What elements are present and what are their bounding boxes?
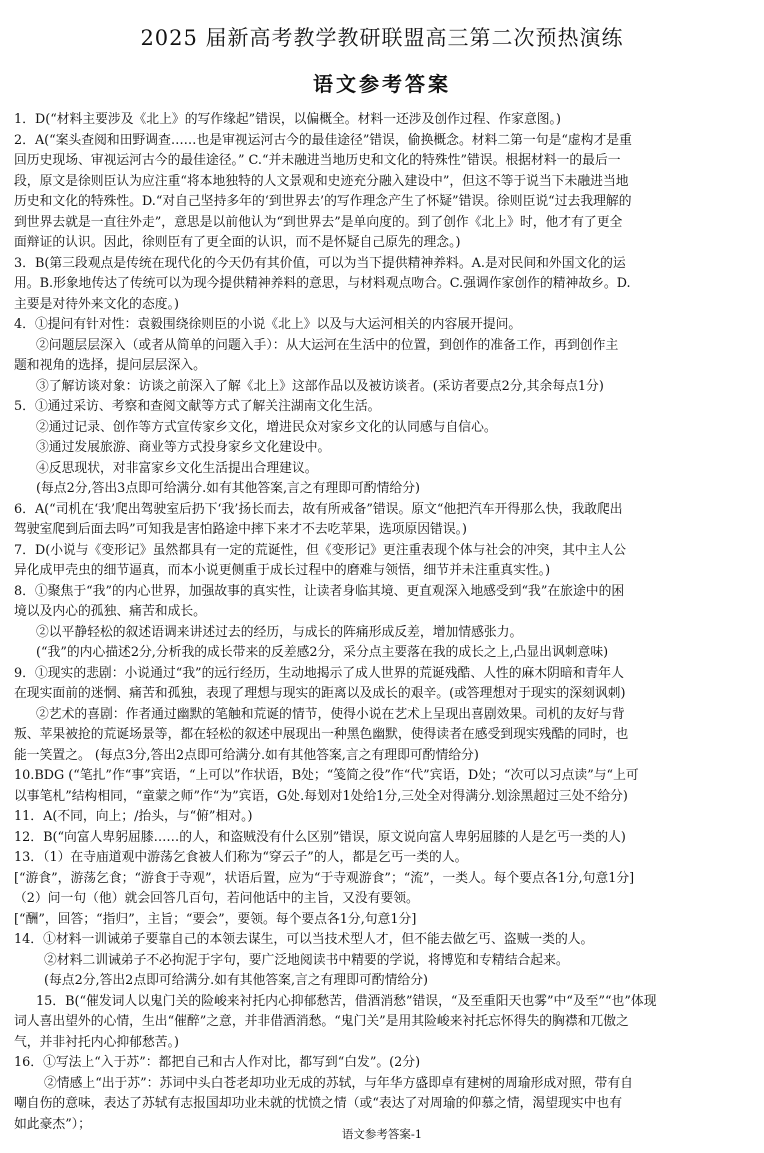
answer-line: 11．A(不同，向上；/抬头，与“俯”相对。): [14, 809, 253, 824]
answer-line: 回历史现场、审视运河古今的最佳途径。” C.“并未融进当地历史和文化的特殊性”错误。根据材料一的最后一: [14, 153, 621, 168]
answer-line: 6．A(“司机在‘我’爬出驾驶室后扔下‘我’扬长而去，故有所戒备”错误。原文“他把汽车开得那么快，我敢爬出: [14, 501, 623, 517]
answer-line: ②材料二训诫弟子不必拘泥于字句，要广泛地阅读书中精要的学说，将博览和专精结合起来。: [44, 952, 569, 968]
answer-line: 10.BDG (“笔扎”作“事”宾语，“上可以”作状语，B处；“笺简之役”作“代”宾语，D处；“次可以习点读”与“上可: [14, 768, 639, 783]
answer-line: 叛、苹果被抢的荒诞场景等，都在轻松的叙述中展现出一种黑色幽默，使得读者在感受到现实残酷的同时，也: [14, 727, 629, 742]
answer-line: 如此豪杰”）；: [14, 1116, 91, 1132]
answer-line: ④反思现状，对非富家乡文化生活提出合理建议。: [36, 460, 318, 476]
answer-line: ③了解访谈对象：访谈之前深入了解《北上》这部作品以及被访谈者。(采访者要点2分,其余每点1分): [36, 378, 604, 394]
answer-line: 以事笔札”结构相同，“童蒙之师”作“为”宾语，G处.每划对1处给1分,三处全对得满分.划涂黑超过三处不给分): [14, 788, 628, 804]
answer-line: 到世界去就是一直往外走”，意思是以前他认为“到世界去”是单向度的。到了创作《北上》时，他才有了更全: [14, 214, 623, 230]
answer-line: ②问题层层深入（或者从简单的问题入手）：从大运河在生活中的位置，到创作的准备工作，再到创作主: [36, 337, 619, 353]
answer-line: 能一笑置之。 (每点3分,答出2点即可给满分.如有其他答案,言之有理即可酌情给分): [14, 747, 479, 763]
answer-line: 7．D(小说与《变形记》虽然都具有一定的荒诞性，但《变形记》更注重表现个体与社会的冲突，其中主人公: [14, 542, 627, 558]
page-subtitle: 语文参考答案: [313, 72, 451, 96]
answer-line: 主要是对待外来文化的态度。): [14, 296, 179, 312]
answer-line: 词人喜出望外的心情，生出“催醉”之意，并非借酒消愁。“鬼门关”是用其险峻来衬托忘怀得失的胸襟和兀傲之: [14, 1014, 629, 1029]
answer-line: （2）问一句（他）就会回答几百句，若问他话中的主旨，又没有要领。: [14, 891, 419, 906]
answer-line: 嘲自伤的意味，表达了苏轼有志报国却功业未就的忧愤之情（或“表达了对周瑜的仰慕之情，渴望现实中也有: [14, 1096, 622, 1111]
answer-line: 气，并非衬托内心抑郁愁苦。): [14, 1034, 179, 1050]
answer-line: 境以及内心的孤独、痛苦和成长。: [14, 604, 206, 619]
answer-body: [14, 110, 754, 1135]
page-title: 2025 届新高考教学教研联盟高三第二次预热演练: [140, 26, 624, 50]
answer-line: 8．①聚焦于“我”的内心世界，加强故事的真实性，让读者身临其境、更直观深入地感受到“我”在旅途中的困: [14, 583, 625, 599]
answer-line: 用。B.形象地传达了传统可以为现今提供精神养料的意思，与材料观点吻合。C.强调作家创作的精神故乡。D.: [14, 276, 631, 291]
answer-line: ②通过记录、创作等方式宣传家乡文化，增进民众对家乡文化的认同感与自信心。: [36, 419, 497, 435]
answer-line: [“酬”，回答；“指归”，主旨；“要会”，要领。每个要点各1分,句意1分]: [14, 911, 417, 927]
answer-line: 历史和文化的特殊性。D.“对自己坚持多年的‘到世界去’的写作理念产生了怀疑”错误。徐则臣说“过去我理解的: [14, 194, 632, 209]
answer-line: 3．B(第三段观点是传统在现代化的今天仍有其价值，可以为当下提供精神养料。A.是对民间和外国文化的运: [14, 255, 626, 271]
answer-line: 在现实面前的迷惘、痛苦和孤独，表现了理想与现实的距离以及成长的艰辛。(或答理想对于现实的深刻讽刺): [14, 686, 626, 701]
answer-line: (每点2分,答出2点即可给满分.如有其他答案,言之有理即可酌情给分): [44, 973, 428, 988]
answer-line: 12．B(“向富人卑躬屈膝……的人，和盗贼没有什么区别”错误，原文说向富人卑躬屈膝的人是乞丐一类的人): [14, 829, 626, 845]
answer-line: 2．A(“案头查阅和田野调查……也是审视运河古今的最佳途径”错误，偷换概念。材料二第一句是“虚构才是重: [14, 132, 632, 148]
answer-line: 面辩证的认识。因此，徐则臣有了更全面的认识，而不是怀疑自己原先的理念。): [14, 235, 461, 250]
answer-line: ②以平静轻松的叙述语调来讲述过去的经历，与成长的阵痛形成反差，增加情感张力。: [36, 624, 523, 640]
answer-line: 16．①写法上“入于苏”：都把自己和古人作对比，都写到“白发”。(2分): [14, 1055, 421, 1070]
answer-line: ②艺术的喜剧：作者通过幽默的笔触和荒诞的情节，使得小说在艺术上呈现出喜剧效果。司机的友好与背: [36, 706, 625, 722]
answer-line: 14．①材料一训诫弟子要靠自己的本领去谋生，可以当技术型人才，但不能去做乞丐、盗贼一类的人。: [14, 932, 594, 947]
page-footer: 语文参考答案-1: [341, 1127, 423, 1141]
answer-line: 5．①通过采访、考察和查阅文献等方式了解关注湖南文化生活。: [14, 399, 381, 414]
answer-line: 题和视角的选择，提问层层深入。: [14, 358, 206, 373]
answer-line: 1．D(“材料主要涉及《北上》的写作缘起”错误，以偏概全。材料一还涉及创作过程、作家意图。): [14, 112, 561, 127]
answer-line: 异化成甲壳虫的细节逼真，而本小说更侧重于成长过程中的磨难与领悟，细节并未注重真实性。): [14, 563, 551, 578]
answer-line: 13．（1）在寺庙道观中游荡乞食被人们称为“穿云子”的人，都是乞丐一类的人。: [14, 850, 468, 865]
answer-line: 驾驶室爬到后面去吗”可知我是害怕路途中摔下来才不去吃苹果，选项原因错误。): [14, 522, 468, 537]
answer-line: (每点2分,答出3点即可给满分.如有其他答案,言之有理即可酌情给分): [36, 481, 420, 496]
answer-line: 段，原文是徐则臣认为应注重“将本地独特的人文景观和史迹充分融入建设中”，但这不等于说当下未融进当地: [14, 173, 629, 189]
answer-line: ③通过发展旅游、商业等方式投身家乡文化建设中。: [36, 440, 331, 455]
answer-line: 9．①现实的悲剧：小说通过“我”的远行经历，生动地揭示了成人世界的荒诞残酷、人性的麻木阴暗和青年人: [14, 665, 624, 681]
answer-line: 15．B(“催发词人以鬼门关的险峻来衬托内心抑郁愁苦，借酒消愁”错误，“及至重阳天也雾”中“及至”“也”体现: [36, 993, 657, 1009]
answer-line: [“游食”，游荡乞食；“游食于寺观”，状语后置，应为“于寺观游食”；“流”，一类人。每个要点各1分,句意1分]: [14, 870, 635, 886]
answer-line: 4．①提问有针对性：袁毅围绕徐则臣的小说《北上》以及与大运河相关的内容展开提问。: [14, 317, 522, 332]
answer-line: (“我”的内心描述2分,分析我的成长带来的反差感2分，采分点主要落在我的成长之上,凸显出讽刺意味): [36, 645, 609, 660]
answer-line: ②情感上“出于苏”：苏词中头白苍老却功业无成的苏轼，与年华方盛即卓有建树的周瑜形成对照，带有自: [44, 1075, 633, 1091]
